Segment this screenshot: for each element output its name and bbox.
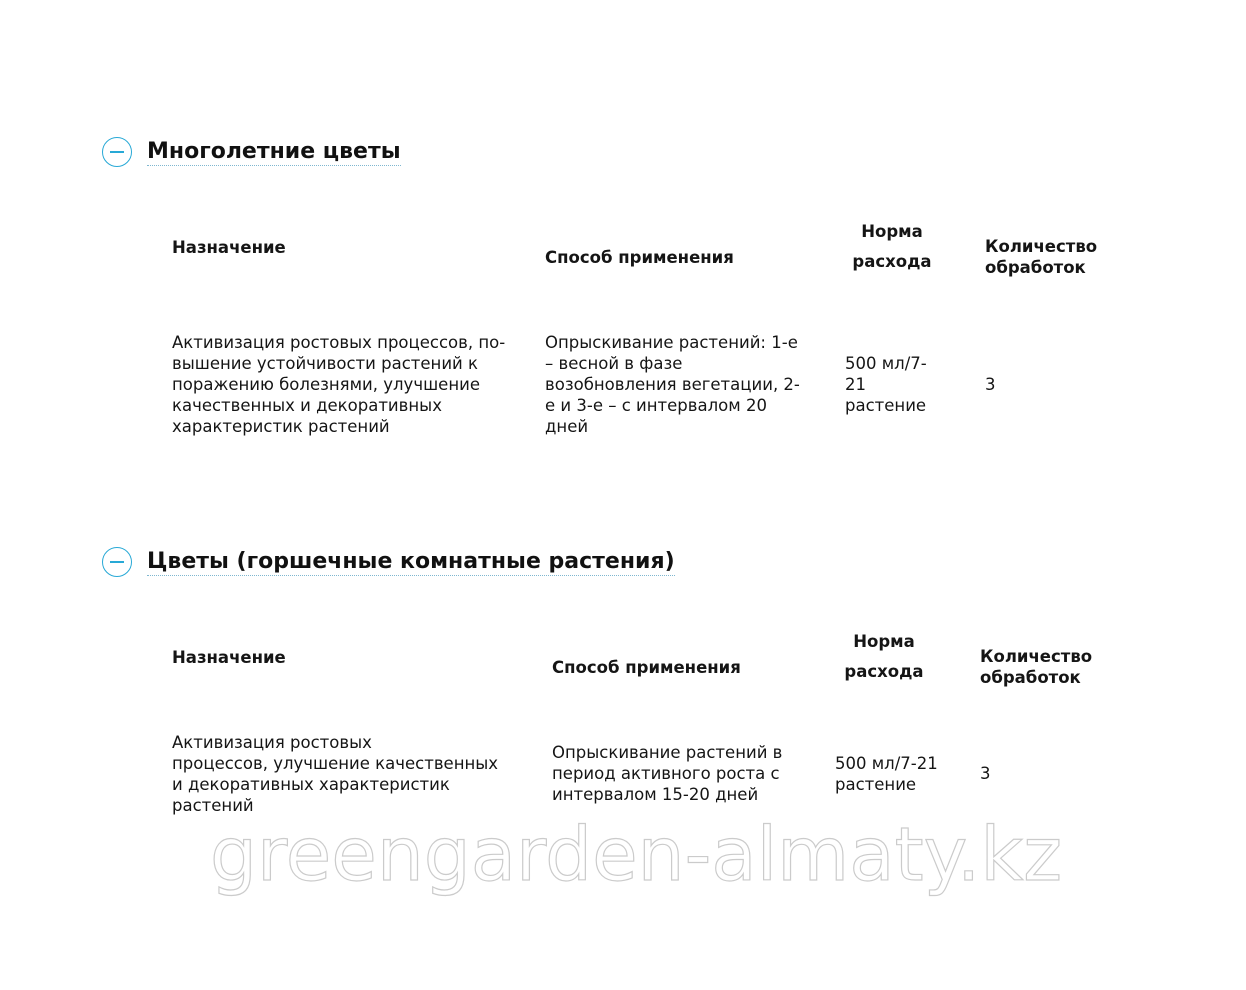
row-norm: 500 мл/7- 21 растение — [845, 354, 927, 415]
row-method: Опрыскивание растений в период активного роста с интервалом 15-20 дней — [552, 743, 783, 804]
section-title[interactable]: Цветы (горшечные комнатные растения) — [147, 548, 675, 574]
header-norm: Норма расхода — [844, 632, 924, 681]
header-count: Количество обработок — [985, 237, 1098, 277]
header-norm: Норма расхода — [852, 222, 932, 271]
row-method: Опрыскивание растений: 1-е – весной в фазе возобновления вегетации, 2- е и 3-е – с интервалом 20 дней — [545, 333, 800, 436]
section-header-potted-flowers[interactable] — [102, 542, 675, 582]
header-purpose: Назначение — [172, 648, 286, 667]
section-header-perennial-flowers[interactable] — [102, 132, 401, 172]
row-purpose: Активизация ростовых процессов, улучшение качественных и декоративных характеристик растений — [172, 733, 499, 815]
row-count: 3 — [985, 375, 996, 394]
row-purpose: Активизация ростовых процессов, по- вышение устойчивости растений к поражению болезнями, улучшение качественных и декоративных характеристик растений — [172, 333, 506, 436]
section-title[interactable]: Многолетние цветы — [147, 138, 401, 164]
header-count: Количество обработок — [980, 647, 1093, 687]
header-method: Способ применения — [552, 658, 741, 677]
header-purpose: Назначение — [172, 238, 286, 257]
collapse-minus-icon[interactable] — [102, 547, 132, 577]
row-count: 3 — [980, 764, 991, 783]
watermark: greengarden-almaty.kz — [210, 812, 1063, 898]
collapse-minus-icon[interactable] — [102, 137, 132, 167]
row-norm: 500 мл/7-21 растение — [835, 754, 938, 794]
header-method: Способ применения — [545, 248, 734, 267]
